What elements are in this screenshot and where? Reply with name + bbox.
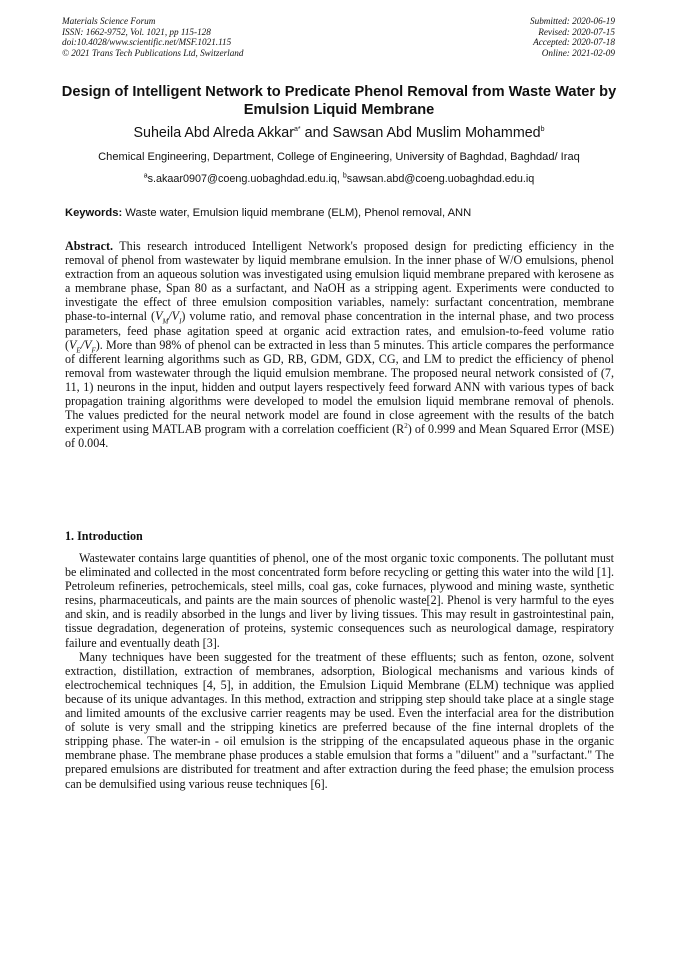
symbol-vm-letter: V xyxy=(155,309,163,324)
symbol-vf-letter: V xyxy=(84,337,92,352)
journal-info xyxy=(62,16,243,58)
keywords-text: Waste water, Emulsion liquid membrane (ELM), Phenol removal, ANN xyxy=(122,207,472,219)
author-1-marker: a* xyxy=(294,126,301,134)
email-1-link[interactable]: s.akaar0907@coeng.uobaghdad.edu.iq xyxy=(147,173,337,185)
email-separator: , xyxy=(336,173,343,185)
abstract-text-2: ) volume ratio, and removal phase concentration in the internal phase, and two process parameters, feed phase agitation speed at organic acid extraction rates, and emulsion-to-feed volume ratio ( xyxy=(65,309,614,352)
author-joiner: and xyxy=(300,125,333,141)
email-2-link[interactable]: sawsan.abd@coeng.uobaghdad.edu.iq xyxy=(346,173,535,185)
doi-line: doi:10.4028/www.scientific.net/MSF.1021.115 xyxy=(62,37,232,48)
paper-title: Design of Intelligent Network to Predicate Phenol Removal from Waste Water by Emulsion Liquid Membrane xyxy=(61,84,617,118)
symbol-ve-letter: V xyxy=(69,337,77,352)
abstract-text-3: ). More than 98% of phenol can be extracted in less than 5 minutes. This article compares the performance of different learning algorithms such as GD, RB, GDM, GDX, CG, and LM to predict the efficiency of phenol removal from wastewater through the liquid emulsion membrane. The proposed neural network consisted of (7, 11, 1) neurons in the input, hidden and output layers respectively feed forward ANN with various types of back propagation training algorithms were developed to model the emulsion liquid membrane removal of phenols. The values predicted for the neural network model are found in close agreement with the results of the batch experiment using MATLAB program with a correlation coefficient (R xyxy=(65,337,614,437)
author-line xyxy=(40,124,638,142)
email-line xyxy=(40,172,638,186)
symbol-vm-sub: M xyxy=(162,317,169,326)
abstract-text-4: ) of 0.999 and Mean Squared Error (MSE) of 0.004. xyxy=(65,422,614,451)
keywords-label: Keywords: xyxy=(65,207,123,219)
author-1-name: Suheila Abd Alreda Akkar xyxy=(133,125,295,141)
abstract-label: Abstract. xyxy=(65,239,114,253)
abstract-paragraph xyxy=(65,239,614,450)
author-2-marker: b xyxy=(540,126,545,134)
symbol-vi-letter: V xyxy=(171,309,180,324)
email-1-marker: a xyxy=(143,172,148,180)
submitted-date: Submitted: 2020-06-19 xyxy=(530,16,615,26)
journal-name: Materials Science Forum xyxy=(62,16,156,26)
keywords-line xyxy=(65,206,617,220)
abstract-text-1: This research introduced Intelligent Network's proposed design for predicting efficiency in the removal of phenol from wastewater by liquid membrane emulsion. In the inner phase of W/O emulsions, phenol extraction from an aqueous solution was investigated using emulsion liquid membrane prepared with kerosene as a membrane phase, Span 80 as a surfactant, and NaOH as a stripping agent. Experiments were conducted to investigate the effect of three emulsion composition variables, namely: surfactant concentration, membrane phase-to-internal ( xyxy=(65,239,614,324)
affiliation: Chemical Engineering, Department, College of Engineering, University of Baghdad, Baghdad/ Iraq xyxy=(98,151,580,163)
r-squared-exponent: 2 xyxy=(404,422,408,431)
symbol-slash-1: / xyxy=(168,309,172,324)
publication-dates xyxy=(530,16,615,58)
author-2-name: Sawsan Abd Muslim Mohammed xyxy=(332,125,541,141)
symbol-vf-sub: F xyxy=(91,346,96,355)
symbol-vm xyxy=(155,309,182,326)
copyright-line: © 2021 Trans Tech Publications Ltd, Switzerland xyxy=(62,47,244,58)
online-date: Online: 2021-02-09 xyxy=(541,47,615,58)
symbol-ve xyxy=(69,337,96,355)
introduction-body xyxy=(65,551,614,791)
accepted-date: Accepted: 2020-07-18 xyxy=(533,37,615,48)
symbol-slash-2: / xyxy=(80,337,85,352)
revised-date: Revised: 2020-07-15 xyxy=(538,26,615,37)
intro-paragraph-1: Wastewater contains large quantities of phenol, one of the most organic toxic components. The pollutant must be eliminated and collected in the most concentrated form before recycling or getting this water into the wild [1]. Petroleum refineries, petrochemicals, steel mills, coal gas, coke furnaces, plywood and mining waste, synthetic resins, pharmaceuticals, and paints are the main sources of phenolic waste[2]. Phenol is very harmful to the eyes and skin, and is readily absorbed in the lungs and liver by living tissues. This may result in gastrointestinal pain, tissue degradation, degeneration of proteins, systemic consequences such as neurological damage, respiratory failure and eventually death [3]. xyxy=(65,551,614,650)
symbol-ve-sub: E xyxy=(76,346,81,355)
symbol-vi-sub: I xyxy=(179,317,182,326)
issn-line: ISSN: 1662-9752, Vol. 1021, pp 115-128 xyxy=(62,26,211,37)
section-heading-introduction: 1. Introduction xyxy=(65,529,143,543)
email-2-marker: b xyxy=(342,172,347,180)
intro-paragraph-2: Many techniques have been suggested for the treatment of these effluents; such as fenton, ozone, solvent extraction, distillation, extraction of membranes, adsorption, Biological mechanisms and various kinds of electrochemical techniques [4, 5], in addition, the Emulsion Liquid Membrane (ELM) technique was applied because of its unique advantages. In this method, extraction and stripping step should take place at a single stage and limited amounts of the exclusive carrier reagents may be used. Even the interfacial area for the distribution of solute is very small and the stripping kinetics are preferred because of the fine internal droplets of the stripping phase. The water-in - oil emulsion is the stripping of the encapsulated aqueous phase in the organic membrane phase. The membrane phase produces a stable emulsion that forms a "diluent" and a "surfactant." The prepared emulsions are distributed for treatment and after extraction during the feed phase; the emulsion process can be demulsified using various reuse techniques [6]. xyxy=(65,649,614,791)
